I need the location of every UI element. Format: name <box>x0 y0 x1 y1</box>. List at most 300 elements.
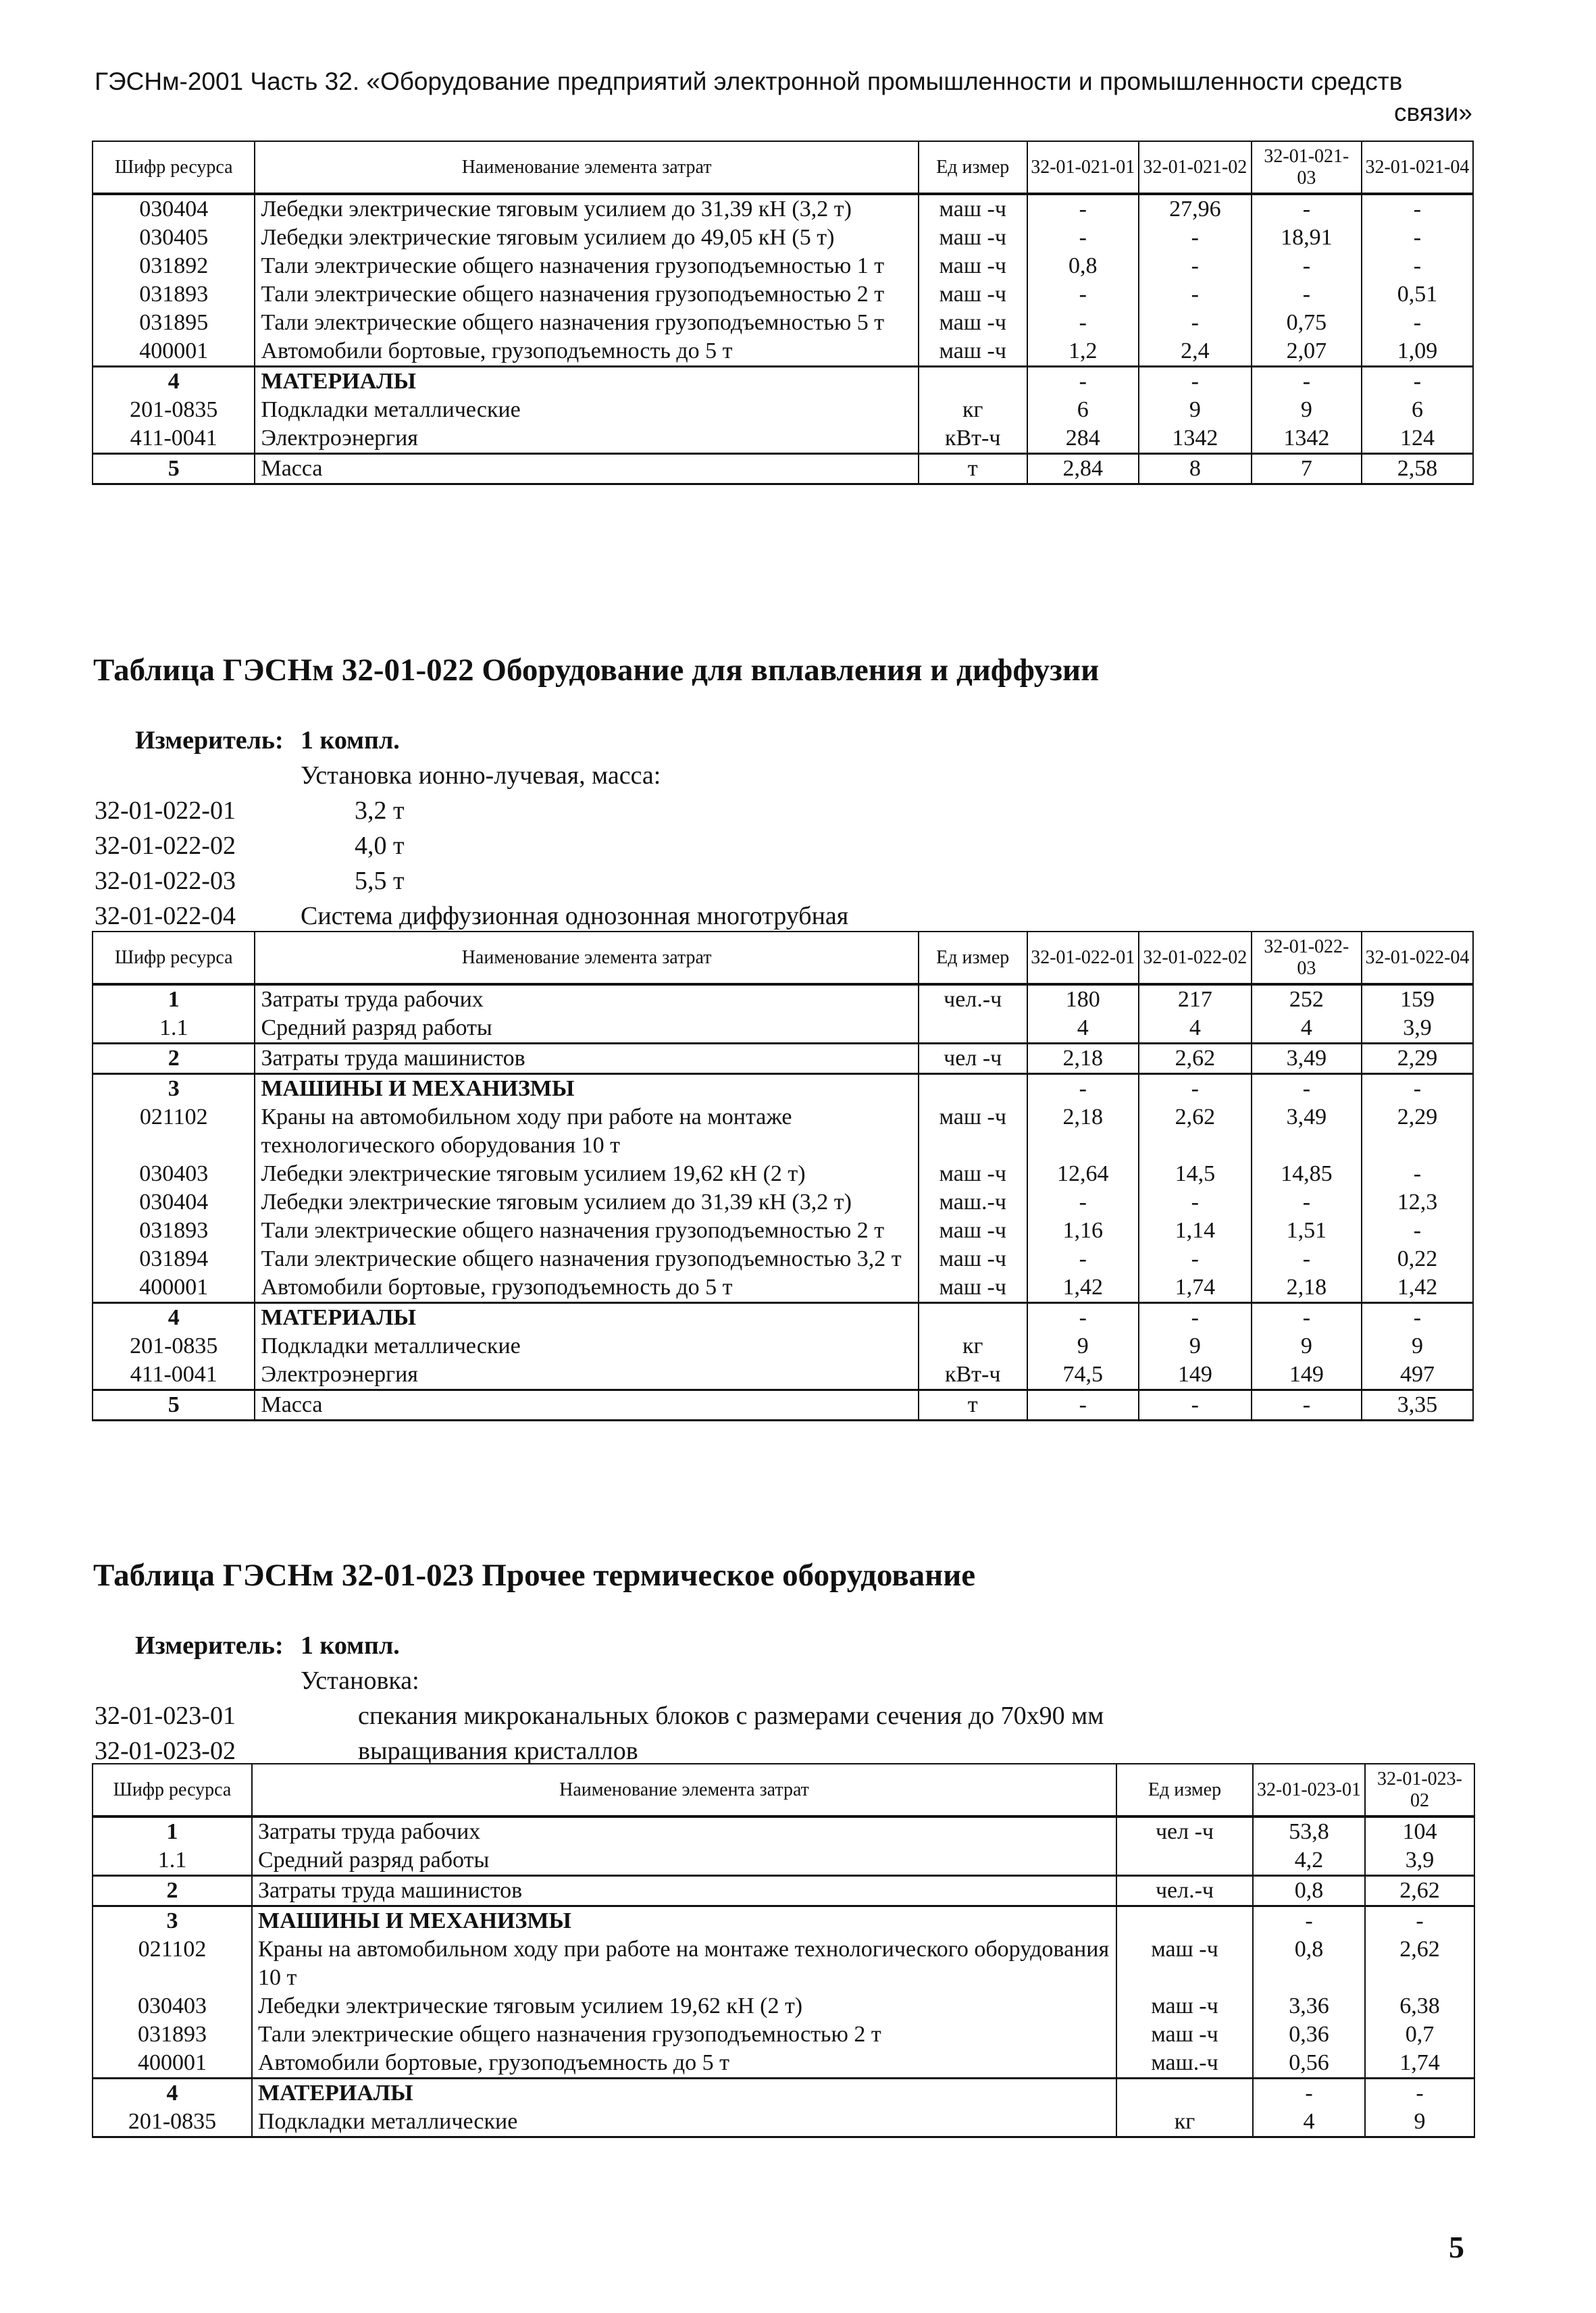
section-heading: МАТЕРИАЛЫ <box>252 2079 1116 2108</box>
unit: маш -ч <box>919 1245 1027 1273</box>
table-row <box>93 2049 1474 2079</box>
value: 53,8 <box>1253 1816 1365 1846</box>
table-row <box>93 1846 1474 1876</box>
unit: маш -ч <box>1116 1992 1253 2020</box>
value: 1,74 <box>1139 1273 1252 1303</box>
cost-element: Подкладки металлические <box>255 1332 918 1361</box>
value: 3,36 <box>1253 1992 1365 2020</box>
unit <box>919 1074 1027 1104</box>
unit <box>919 367 1027 397</box>
value: - <box>1027 1245 1139 1273</box>
unit: маш -ч <box>919 224 1027 252</box>
norm-desc: выращивания кристаллов <box>358 1737 638 1765</box>
table-row <box>93 2108 1474 2137</box>
resource-code: 4 <box>93 2079 252 2108</box>
table-row <box>93 1273 1473 1303</box>
value: 1,2 <box>1027 337 1139 367</box>
unit: маш -ч <box>919 309 1027 337</box>
value: - <box>1139 1390 1252 1421</box>
value: - <box>1362 1217 1473 1245</box>
value: 2,29 <box>1362 1103 1473 1160</box>
value: 3,35 <box>1362 1390 1473 1421</box>
unit: маш -ч <box>919 1160 1027 1188</box>
unit <box>1116 1846 1253 1876</box>
value: 2,62 <box>1365 1935 1474 1992</box>
cost-element: Затраты труда машинистов <box>252 1876 1116 1906</box>
value: 0,8 <box>1027 252 1139 280</box>
value: - <box>1139 1303 1252 1333</box>
value: 3,9 <box>1362 1014 1473 1044</box>
table-row <box>93 1074 1473 1104</box>
table-row <box>93 1303 1473 1333</box>
value: - <box>1027 224 1139 252</box>
value: - <box>1362 194 1473 224</box>
table-row <box>93 1390 1473 1421</box>
cost-element: Тали электрические общего назначения грузоподъемностью 3,2 т <box>255 1245 918 1273</box>
value: 2,84 <box>1027 454 1139 484</box>
resource-code: 031892 <box>93 252 255 280</box>
value: - <box>1365 2079 1474 2108</box>
value: 2,58 <box>1362 454 1473 484</box>
cost-element: Тали электрические общего назначения грузоподъемностью 2 т <box>255 280 918 309</box>
value: - <box>1027 1074 1139 1104</box>
value: - <box>1362 252 1473 280</box>
value: - <box>1027 309 1139 337</box>
resource-code: 030403 <box>93 1160 255 1188</box>
cost-element: Масса <box>255 1390 918 1421</box>
resource-code: 400001 <box>93 337 255 367</box>
value: 4 <box>1252 1014 1362 1044</box>
value: 9 <box>1362 1332 1473 1361</box>
table-row <box>93 224 1473 252</box>
value: - <box>1252 1074 1362 1104</box>
table-row <box>93 454 1473 484</box>
value: - <box>1139 1074 1252 1104</box>
value: - <box>1252 1303 1362 1333</box>
value: 9 <box>1365 2108 1474 2137</box>
header-norm-3: 32-01-022-03 <box>1252 932 1362 984</box>
resource-code: 030404 <box>93 194 255 224</box>
value: - <box>1139 1245 1252 1273</box>
unit: т <box>919 1390 1027 1421</box>
norm-desc: спекания микроканальных блоков с размерами сечения до 70х90 мм <box>358 1702 1104 1730</box>
table-row <box>93 984 1473 1014</box>
norm-desc: 5,5 т <box>355 867 405 895</box>
value: - <box>1365 1906 1474 1936</box>
value: - <box>1253 2079 1365 2108</box>
table-row <box>93 1935 1474 1992</box>
value: 9 <box>1139 396 1252 424</box>
section-heading: МАТЕРИАЛЫ <box>255 1303 918 1333</box>
value: 0,22 <box>1362 1245 1473 1273</box>
table-row <box>93 1044 1473 1074</box>
value: 1,42 <box>1027 1273 1139 1303</box>
value: - <box>1139 280 1252 309</box>
value: 9 <box>1252 1332 1362 1361</box>
header-norm-2: 32-01-021-02 <box>1139 141 1252 194</box>
value: 9 <box>1252 396 1362 424</box>
value: - <box>1139 252 1252 280</box>
resource-code: 021102 <box>93 1103 255 1160</box>
value: 2,18 <box>1252 1273 1362 1303</box>
unit: маш -ч <box>1116 1935 1253 1992</box>
value: 124 <box>1362 424 1473 454</box>
value: 159 <box>1362 984 1473 1014</box>
cost-element: Затраты труда рабочих <box>252 1816 1116 1846</box>
cost-element: Подкладки металлические <box>255 396 918 424</box>
resource-code: 1 <box>93 984 255 1014</box>
value: - <box>1362 224 1473 252</box>
value: - <box>1253 1906 1365 1936</box>
unit: маш -ч <box>919 194 1027 224</box>
value: 14,85 <box>1252 1160 1362 1188</box>
value: 2,18 <box>1027 1044 1139 1074</box>
value: 1,42 <box>1362 1273 1473 1303</box>
cost-element: Лебедки электрические тяговым усилием до 31,39 кН (3,2 т) <box>255 194 918 224</box>
table-row <box>93 1906 1474 1936</box>
value: 18,91 <box>1252 224 1362 252</box>
value: 497 <box>1362 1361 1473 1390</box>
value: 3,49 <box>1252 1103 1362 1160</box>
value: 6 <box>1027 396 1139 424</box>
table-title-023: Таблица ГЭСНм 32-01-023 Прочее термическое оборудование <box>93 1558 976 1593</box>
resource-code: 031893 <box>93 280 255 309</box>
value: 12,64 <box>1027 1160 1139 1188</box>
resource-code: 021102 <box>93 1935 252 1992</box>
cost-element: Автомобили бортовые, грузоподъемность до 5 т <box>252 2049 1116 2079</box>
header-norm-2: 32-01-023-02 <box>1365 1764 1474 1816</box>
header-norm-1: 32-01-022-01 <box>1027 932 1139 984</box>
header-norm-2: 32-01-022-02 <box>1139 932 1252 984</box>
resource-code: 400001 <box>93 1273 255 1303</box>
header-resource-code: Шифр ресурса <box>93 932 255 984</box>
header-line-1: ГЭСНм-2001 Часть 32. «Оборудование предприятий электронной промышленности и промышленности средств <box>95 68 1403 95</box>
resource-code: 031893 <box>93 1217 255 1245</box>
value: - <box>1362 367 1473 397</box>
unit: маш.-ч <box>1116 2049 1253 2079</box>
unit: маш -ч <box>1116 2020 1253 2049</box>
value: - <box>1362 1074 1473 1104</box>
resource-code: 030403 <box>93 1992 252 2020</box>
cost-element: Тали электрические общего назначения грузоподъемностью 1 т <box>255 252 918 280</box>
unit: кВт-ч <box>919 1361 1027 1390</box>
value: - <box>1139 1188 1252 1217</box>
resource-code: 031893 <box>93 2020 252 2049</box>
value: 252 <box>1252 984 1362 1014</box>
unit: маш -ч <box>919 252 1027 280</box>
unit: маш -ч <box>919 280 1027 309</box>
header-resource-code: Шифр ресурса <box>93 1764 252 1816</box>
header-cost-element: Наименование элемента затрат <box>255 141 918 194</box>
cost-element: Тали электрические общего назначения грузоподъемностью 5 т <box>255 309 918 337</box>
norm-code: 32-01-022-02 <box>95 832 236 860</box>
value: - <box>1027 1390 1139 1421</box>
resource-code: 030405 <box>93 224 255 252</box>
table-row <box>93 1332 1473 1361</box>
header-line-2: связи» <box>1394 99 1472 126</box>
value: 6 <box>1362 396 1473 424</box>
value: 2,4 <box>1139 337 1252 367</box>
resource-code: 030404 <box>93 1188 255 1217</box>
resource-code: 1 <box>93 1816 252 1846</box>
resource-code: 3 <box>93 1906 252 1936</box>
value: 4 <box>1027 1014 1139 1044</box>
section-heading: МАШИНЫ И МЕХАНИЗМЫ <box>255 1074 918 1104</box>
value: 217 <box>1139 984 1252 1014</box>
table-row <box>93 252 1473 280</box>
measure-value: 1 компл. <box>301 1631 400 1660</box>
norm-code: 32-01-022-03 <box>95 867 236 895</box>
value: 149 <box>1139 1361 1252 1390</box>
unit: чел.-ч <box>919 984 1027 1014</box>
value: 1342 <box>1252 424 1362 454</box>
value: 4 <box>1253 2108 1365 2137</box>
value: 3,9 <box>1365 1846 1474 1876</box>
norm-desc: 4,0 т <box>355 832 405 860</box>
unit <box>919 1014 1027 1044</box>
value: 12,3 <box>1362 1188 1473 1217</box>
value: - <box>1139 309 1252 337</box>
norm-code: 32-01-022-01 <box>95 796 236 825</box>
table-row <box>93 1361 1473 1390</box>
unit: маш -ч <box>919 1103 1027 1160</box>
table-row <box>93 194 1473 224</box>
table-row <box>93 2079 1474 2108</box>
value: 0,8 <box>1253 1876 1365 1906</box>
table-row <box>93 1816 1474 1846</box>
measure-intro: Установка: <box>301 1667 419 1695</box>
value: - <box>1027 1303 1139 1333</box>
header-norm-4: 32-01-022-04 <box>1362 932 1473 984</box>
value: 1,51 <box>1252 1217 1362 1245</box>
header-unit: Ед измер <box>1116 1764 1253 1816</box>
value: - <box>1252 1390 1362 1421</box>
measure-block-023 <box>95 1628 1513 1769</box>
table-row <box>93 280 1473 309</box>
resource-code: 3 <box>93 1074 255 1104</box>
unit: чел -ч <box>1116 1816 1253 1846</box>
value: 1,74 <box>1365 2049 1474 2079</box>
value: - <box>1027 194 1139 224</box>
unit: маш.-ч <box>919 1188 1027 1217</box>
value: 8 <box>1139 454 1252 484</box>
value: 1,09 <box>1362 337 1473 367</box>
cost-element: Лебедки электрические тяговым усилием до 49,05 кН (5 т) <box>255 224 918 252</box>
cost-element: Лебедки электрические тяговым усилием 19,62 кН (2 т) <box>255 1160 918 1188</box>
value: 284 <box>1027 424 1139 454</box>
norm-desc: Система диффузионная однозонная многотрубная <box>301 902 849 930</box>
unit: маш -ч <box>919 337 1027 367</box>
header-cost-element: Наименование элемента затрат <box>252 1764 1116 1816</box>
page-number: 5 <box>1449 2230 1464 2264</box>
resource-code: 031895 <box>93 309 255 337</box>
header-unit: Ед измер <box>919 141 1027 194</box>
value: 3,49 <box>1252 1044 1362 1074</box>
table-row <box>93 367 1473 397</box>
table-row <box>93 1217 1473 1245</box>
unit: маш -ч <box>919 1217 1027 1245</box>
resource-code: 400001 <box>93 2049 252 2079</box>
resource-code: 1.1 <box>93 1846 252 1876</box>
table-row <box>93 1160 1473 1188</box>
header-resource-code: Шифр ресурса <box>93 141 255 194</box>
cost-element: Тали электрические общего назначения грузоподъемностью 2 т <box>255 1217 918 1245</box>
cost-element: Средний разряд работы <box>252 1846 1116 1876</box>
value: - <box>1252 1245 1362 1273</box>
resource-code: 411-0041 <box>93 424 255 454</box>
header-cost-element: Наименование элемента затрат <box>255 932 918 984</box>
resource-code: 4 <box>93 1303 255 1333</box>
resource-code: 5 <box>93 1390 255 1421</box>
resource-code: 031894 <box>93 1245 255 1273</box>
table-row <box>93 1103 1473 1160</box>
header-unit: Ед измер <box>919 932 1027 984</box>
table-row <box>93 424 1473 454</box>
value: 9 <box>1139 1332 1252 1361</box>
value: - <box>1139 367 1252 397</box>
unit: т <box>919 454 1027 484</box>
cost-element: Тали электрические общего назначения грузоподъемностью 2 т <box>252 2020 1116 2049</box>
cost-element: Краны на автомобильном ходу при работе на монтаже технологического оборудования 10 т <box>252 1935 1116 1992</box>
value: 149 <box>1252 1361 1362 1390</box>
unit: маш -ч <box>919 1273 1027 1303</box>
cost-element: Затраты труда рабочих <box>255 984 918 1014</box>
cost-element: Электроэнергия <box>255 424 918 454</box>
table-row <box>93 1245 1473 1273</box>
unit: чел -ч <box>919 1044 1027 1074</box>
cost-element: Краны на автомобильном ходу при работе на монтаже технологического оборудования 10 т <box>255 1103 918 1160</box>
value: 2,62 <box>1365 1876 1474 1906</box>
header-norm-3: 32-01-021-03 <box>1252 141 1362 194</box>
cost-element: Масса <box>255 454 918 484</box>
value: - <box>1252 280 1362 309</box>
cost-element: Лебедки электрические тяговым усилием 19,62 кН (2 т) <box>252 1992 1116 2020</box>
value: - <box>1362 1160 1473 1188</box>
unit <box>1116 2079 1253 2108</box>
unit: чел.-ч <box>1116 1876 1253 1906</box>
value: 1,16 <box>1027 1217 1139 1245</box>
value: 2,18 <box>1027 1103 1139 1160</box>
resource-code: 2 <box>93 1044 255 1074</box>
value: 2,29 <box>1362 1044 1473 1074</box>
unit: кг <box>919 396 1027 424</box>
cost-element: Электроэнергия <box>255 1361 918 1390</box>
norm-code: 32-01-023-02 <box>95 1737 236 1765</box>
resource-table-022 <box>92 931 1474 1421</box>
value: 180 <box>1027 984 1139 1014</box>
resource-code: 201-0835 <box>93 2108 252 2137</box>
value: 0,75 <box>1252 309 1362 337</box>
unit: кг <box>919 1332 1027 1361</box>
unit <box>1116 1906 1253 1936</box>
measure-intro: Установка ионно-лучевая, масса: <box>301 761 661 790</box>
value: - <box>1252 1188 1362 1217</box>
value: 0,36 <box>1253 2020 1365 2049</box>
table-row <box>93 396 1473 424</box>
cost-element: Автомобили бортовые, грузоподъемность до 5 т <box>255 337 918 367</box>
table-row <box>93 337 1473 367</box>
value: 2,07 <box>1252 337 1362 367</box>
norm-desc: 3,2 т <box>355 796 405 825</box>
value: - <box>1027 367 1139 397</box>
norm-code: 32-01-023-01 <box>95 1702 236 1730</box>
cost-element: Автомобили бортовые, грузоподъемность до 5 т <box>255 1273 918 1303</box>
value: 9 <box>1027 1332 1139 1361</box>
value: 0,7 <box>1365 2020 1474 2049</box>
value: - <box>1252 252 1362 280</box>
value: 2,62 <box>1139 1103 1252 1160</box>
resource-code: 201-0835 <box>93 396 255 424</box>
resource-table-021 <box>92 141 1474 485</box>
resource-code: 4 <box>93 367 255 397</box>
value: 4,2 <box>1253 1846 1365 1876</box>
value: 0,8 <box>1253 1935 1365 1992</box>
measure-value: 1 компл. <box>301 726 400 755</box>
value: 1342 <box>1139 424 1252 454</box>
table-row <box>93 1992 1474 2020</box>
value: 0,56 <box>1253 2049 1365 2079</box>
resource-code: 411-0041 <box>93 1361 255 1390</box>
value: 27,96 <box>1139 194 1252 224</box>
value: 74,5 <box>1027 1361 1139 1390</box>
header-norm-4: 32-01-021-04 <box>1362 141 1473 194</box>
running-header <box>95 66 1472 128</box>
value: - <box>1362 309 1473 337</box>
value: 4 <box>1139 1014 1252 1044</box>
value: 7 <box>1252 454 1362 484</box>
resource-code: 201-0835 <box>93 1332 255 1361</box>
resource-table-023 <box>92 1763 1475 2138</box>
table-title-022: Таблица ГЭСНм 32-01-022 Оборудование для вплавления и диффузии <box>93 653 1100 688</box>
value: - <box>1362 1303 1473 1333</box>
table-row <box>93 1188 1473 1217</box>
header-norm-1: 32-01-023-01 <box>1253 1764 1365 1816</box>
table-row <box>93 1876 1474 1906</box>
cost-element: Подкладки металлические <box>252 2108 1116 2137</box>
value: - <box>1252 194 1362 224</box>
unit: кг <box>1116 2108 1253 2137</box>
value: 0,51 <box>1362 280 1473 309</box>
unit: кВт-ч <box>919 424 1027 454</box>
value: 6,38 <box>1365 1992 1474 2020</box>
value: 104 <box>1365 1816 1474 1846</box>
value: - <box>1139 224 1252 252</box>
resource-code: 2 <box>93 1876 252 1906</box>
header-norm-1: 32-01-021-01 <box>1027 141 1139 194</box>
cost-element: Затраты труда машинистов <box>255 1044 918 1074</box>
resource-code: 1.1 <box>93 1014 255 1044</box>
value: 1,14 <box>1139 1217 1252 1245</box>
cost-element: Средний разряд работы <box>255 1014 918 1044</box>
table-row <box>93 309 1473 337</box>
unit <box>919 1303 1027 1333</box>
table-row <box>93 2020 1474 2049</box>
measure-label: Измеритель: <box>135 726 284 755</box>
value: - <box>1027 280 1139 309</box>
measure-label: Измеритель: <box>135 1631 284 1660</box>
value: - <box>1027 1188 1139 1217</box>
cost-element: Лебедки электрические тяговым усилием до 31,39 кН (3,2 т) <box>255 1188 918 1217</box>
value: - <box>1252 367 1362 397</box>
value: 14,5 <box>1139 1160 1252 1188</box>
table-row <box>93 1014 1473 1044</box>
section-heading: МАШИНЫ И МЕХАНИЗМЫ <box>252 1906 1116 1936</box>
value: 2,62 <box>1139 1044 1252 1074</box>
measure-block-022 <box>95 723 1513 934</box>
resource-code: 5 <box>93 454 255 484</box>
section-heading: МАТЕРИАЛЫ <box>255 367 918 397</box>
norm-code: 32-01-022-04 <box>95 902 236 930</box>
